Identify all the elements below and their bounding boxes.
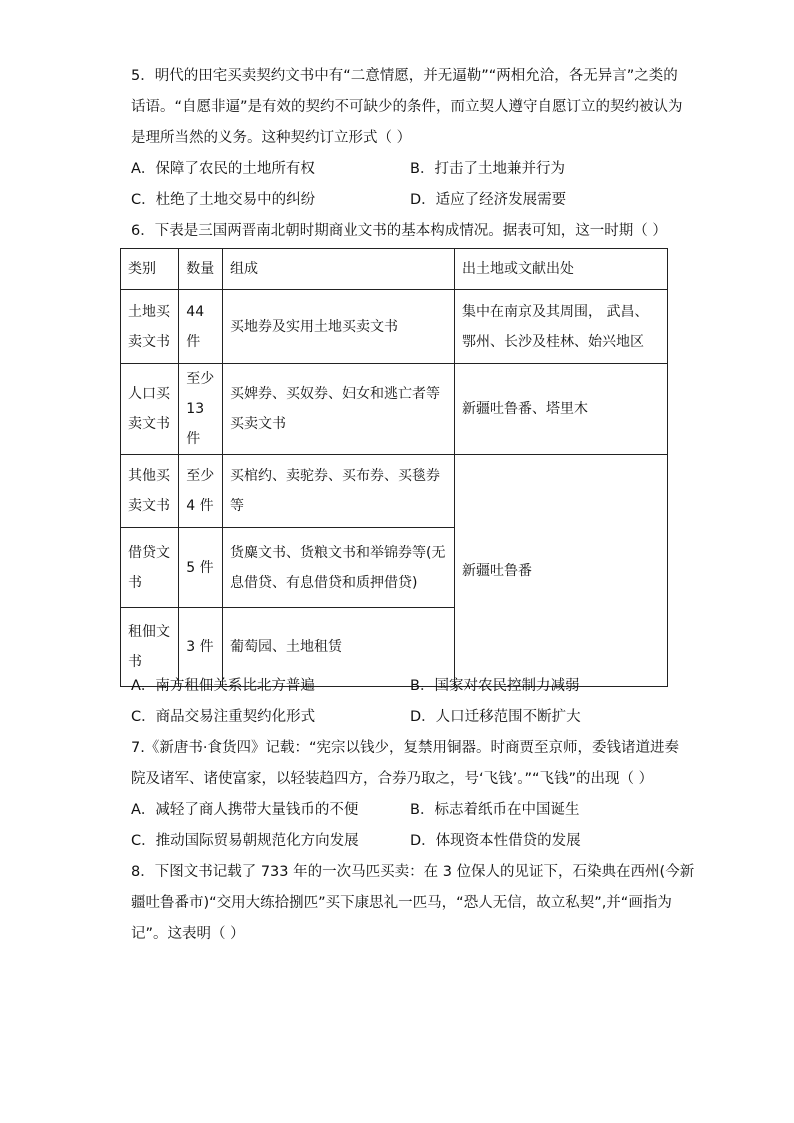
cell-composition: 货麋文书、货粮文书和举锦券等(无 息借贷、有息借贷和质押借贷) <box>222 528 454 608</box>
cell-quantity: 至少 4 件 <box>179 455 223 528</box>
q7-line-2: 院及诸军、诸使富家，以轻装趋四方，合券乃取之，号‘飞钱’。”“飞钱”的出现（ ） <box>131 771 654 787</box>
cell-quantity: 至少 13 件 <box>179 364 223 455</box>
q5-line-2: 话语。“自愿非逼”是有效的契约不可缺少的条件，而立契人遵守自愿订立的契约被认为 <box>131 99 683 115</box>
q6-option-c[interactable]: C．商品交易注重契约化形式 <box>131 709 316 725</box>
cell-source: 集中在南京及其周围， 武昌、 鄂州、长沙及桂林、始兴地区 <box>455 290 668 364</box>
q7-option-c[interactable]: C．推动国际贸易朝规范化方向发展 <box>131 833 359 849</box>
table-row <box>121 364 668 455</box>
q6-option-d[interactable]: D．人口迁移范围不断扩大 <box>410 709 581 725</box>
q7-option-d[interactable]: D．体现资本性借贷的发展 <box>410 833 581 849</box>
q5-option-a[interactable]: A．保障了农民的土地所有权 <box>131 161 315 177</box>
cell-source-merged: 新疆吐鲁番 <box>455 455 668 687</box>
q5-line-3: 是理所当然的义务。这种契约订立形式（ ） <box>131 130 412 146</box>
cell-composition: 葡萄园、土地租赁 <box>222 608 454 687</box>
cell-source: 新疆吐鲁番、塔里木 <box>455 364 668 455</box>
cell-quantity: 3 件 <box>179 608 223 687</box>
q6-stem: 6．下表是三国两晋南北朝时期商业文书的基本构成情况。据表可知，这一时期（ ） <box>131 223 667 239</box>
header-quantity: 数量 <box>179 249 223 290</box>
cell-composition: 买婢券、买奴券、妇女和逃亡者等 买卖文书 <box>222 364 454 455</box>
cell-category: 其他买 卖文书 <box>121 455 179 528</box>
cell-category: 借贷文 书 <box>121 528 179 608</box>
cell-quantity: 44 件 <box>179 290 223 364</box>
header-composition: 组成 <box>222 249 454 290</box>
q6-table <box>120 248 668 687</box>
header-category: 类别 <box>121 249 179 290</box>
q5-option-b[interactable]: B．打击了土地兼并行为 <box>410 161 565 177</box>
q7-option-b[interactable]: B．标志着纸币在中国诞生 <box>410 802 580 818</box>
q6-option-b[interactable]: B．国家对农民控制力减弱 <box>410 678 580 694</box>
q5-option-c[interactable]: C．杜绝了土地交易中的纠纷 <box>131 192 316 208</box>
cell-category: 租佃文 书 <box>121 608 179 687</box>
cell-quantity: 5 件 <box>179 528 223 608</box>
q8-line-3: 记”。这表明（ ） <box>131 926 245 942</box>
q7-line-1: 7.《新唐书·食货四》记载：“宪宗以钱少，复禁用铜器。时商贾至京师，委钱诸道进奏 <box>131 740 679 756</box>
cell-composition: 买地券及实用土地买卖文书 <box>222 290 454 364</box>
cell-composition: 买棺约、卖驼券、买布券、买毯券 等 <box>222 455 454 528</box>
q5-line-1: 5．明代的田宅买卖契约文书中有“二意情愿，并无逼勒”“两相允洽，各无异言”之类的 <box>131 68 678 84</box>
header-source: 出土地或文献出处 <box>455 249 668 290</box>
table-row <box>121 455 668 528</box>
cell-category: 人口买 卖文书 <box>121 364 179 455</box>
table-row <box>121 290 668 364</box>
cell-category: 土地买 卖文书 <box>121 290 179 364</box>
q7-option-a[interactable]: A．减轻了商人携带大量钱币的不便 <box>131 802 359 818</box>
q6-option-a[interactable]: A．南方租佃关系比北方普遍 <box>131 678 315 694</box>
q8-line-1: 8．下图文书记载了 733 年的一次马匹买卖：在 3 位保人的见证下，石染典在西州(今新 <box>131 864 695 880</box>
q5-option-d[interactable]: D．适应了经济发展需要 <box>410 192 567 208</box>
table-header-row <box>121 249 668 290</box>
q8-line-2: 疆吐鲁番市)“交用大练拾捌匹”买下康思礼一匹马，“恐人无信，故立私契”,并“画指为 <box>131 895 672 911</box>
